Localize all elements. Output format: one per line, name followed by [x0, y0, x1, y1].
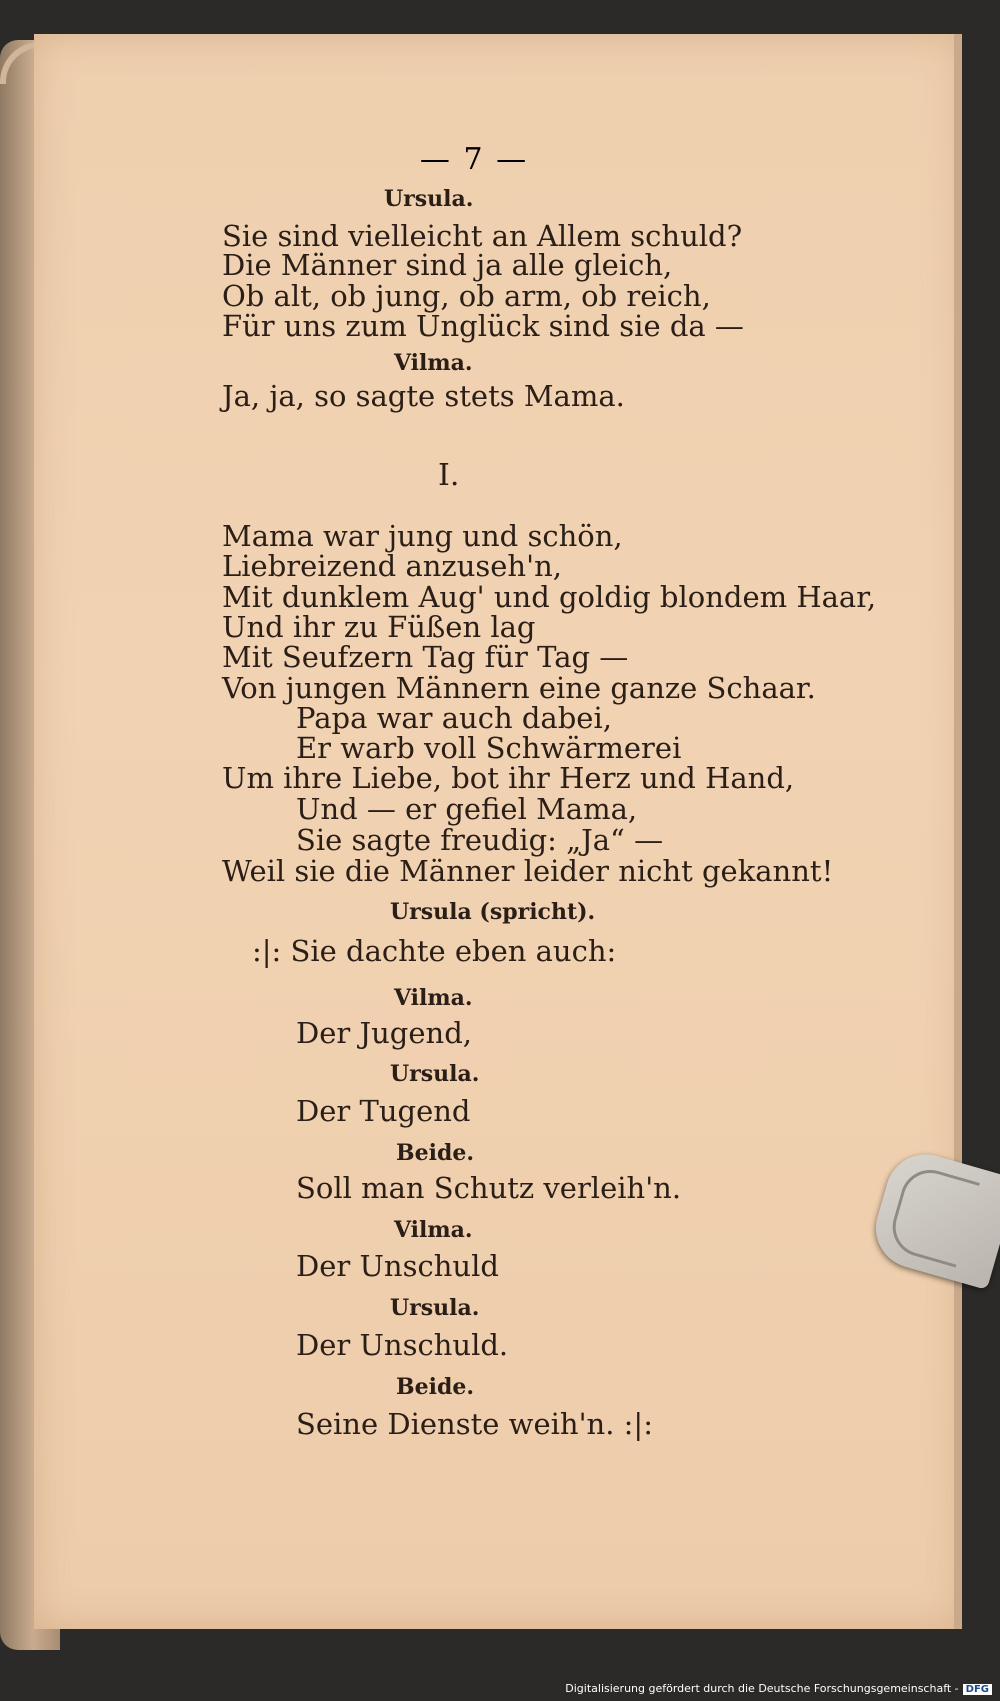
speaker-label: Ursula (spricht). [390, 899, 596, 925]
text-line: Mit dunklem Aug' und goldig blondem Haar, [222, 580, 877, 614]
digitization-credit [565, 1682, 992, 1695]
text-line: Für uns zum Unglück sind sie da — [222, 309, 744, 343]
clip-loop [886, 1163, 980, 1268]
text-line: Er warb voll Schwärmerei [296, 731, 682, 765]
text-line: Der Unschuld [296, 1249, 499, 1283]
text-line: Und — er gefiel Mama, [296, 792, 638, 826]
credit-text: Digitalisierung gefördert durch die Deutsche Forschungsgemeinschaft - [565, 1682, 959, 1695]
dfg-logo: DFG [963, 1684, 992, 1695]
text-line: Der Jugend, [296, 1016, 472, 1050]
section-numeral: I. [438, 458, 460, 493]
text-line: Ob alt, ob jung, ob arm, ob reich, [222, 279, 711, 313]
text-line: Soll man Schutz verleih'n. [296, 1171, 682, 1205]
text-line: Sie sagte freudig: „Ja“ — [296, 823, 664, 857]
text-line: Mit Seufzern Tag für Tag — [222, 640, 629, 674]
speaker-label: Ursula. [390, 1061, 480, 1087]
speaker-label: Vilma. [394, 1217, 473, 1243]
text-line: :|: Sie dachte eben auch: [252, 934, 617, 968]
speaker-label: Vilma. [394, 350, 473, 376]
text-line: Und ihr zu Füßen lag [222, 610, 536, 644]
text-line: Mama war jung und schön, [222, 519, 623, 553]
speaker-label: Ursula. [384, 186, 474, 212]
book-page [34, 34, 962, 1629]
text-line: Seine Dienste weih'n. :|: [296, 1407, 653, 1441]
text-line: Die Männer sind ja alle gleich, [222, 248, 673, 282]
text-line: Papa war auch dabei, [296, 701, 612, 735]
page-number: — 7 — [419, 142, 529, 177]
text-line: Weil sie die Männer leider nicht gekannt! [222, 854, 834, 888]
text-line: Der Tugend [296, 1094, 471, 1128]
speaker-label: Ursula. [390, 1295, 480, 1321]
page-edge [954, 34, 962, 1629]
text-line: Liebreizend anzuseh'n, [222, 549, 562, 583]
text-line: Der Unschuld. [296, 1328, 509, 1362]
text-line: Von jungen Männern eine ganze Schaar. [222, 671, 816, 705]
text-line: Sie sind vielleicht an Allem schuld? [222, 219, 743, 253]
text-line: Ja, ja, so sagte stets Mama. [222, 379, 625, 413]
speaker-label: Vilma. [394, 985, 473, 1011]
speaker-label: Beide. [396, 1374, 474, 1400]
text-line: Um ihre Liebe, bot ihr Herz und Hand, [222, 761, 795, 795]
speaker-label: Beide. [396, 1140, 474, 1166]
